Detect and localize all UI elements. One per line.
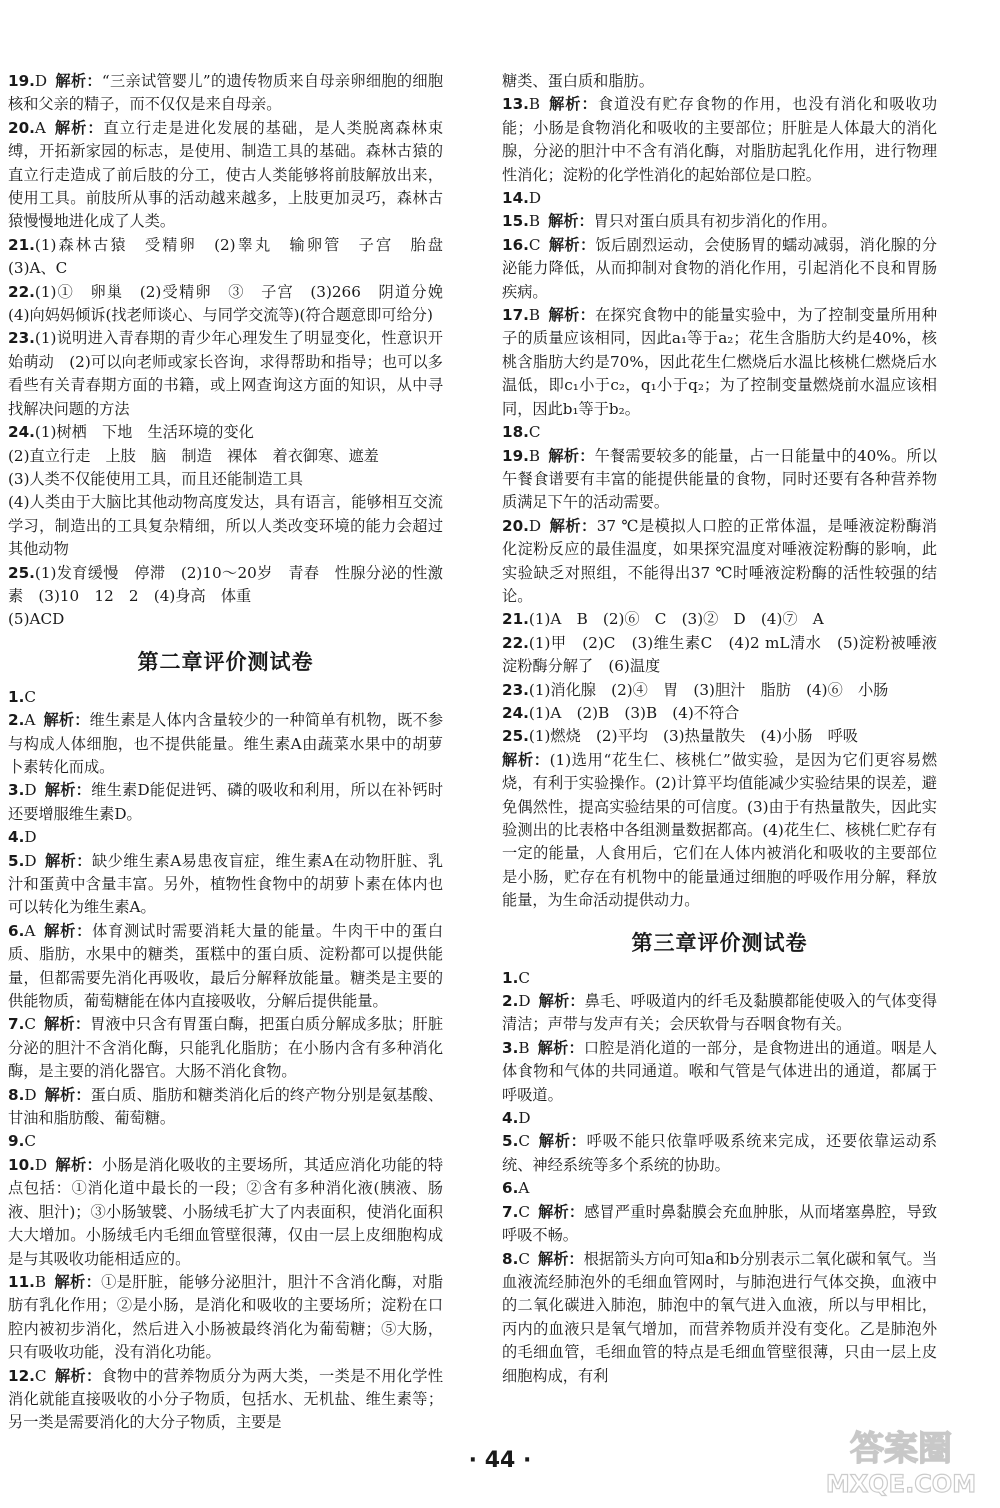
question-number: 7. — [8, 1015, 25, 1034]
question-number: 23. — [8, 329, 35, 348]
question-number: 12. — [8, 1366, 35, 1385]
analysis-label: 解析 — [43, 1015, 75, 1034]
question-number: 1. — [8, 687, 25, 706]
answer-entry: 7.C 解析：感冒严重时鼻黏膜会充血肿胀，从而堵塞鼻腔，导致呼吸不畅。 — [502, 1202, 938, 1245]
answer-choice: D — [34, 72, 48, 90]
svg-text:MXQE.COM: MXQE.COM — [825, 1470, 977, 1498]
answer-text: (1)消化腺 (2)④ 胃 (3)胆汁 脂肪 (4)⑥ 小肠 — [528, 680, 889, 699]
watermark-logo — [816, 1420, 986, 1500]
question-number: 19. — [502, 446, 529, 465]
question-number: 25. — [8, 563, 35, 582]
question-number: 15. — [502, 212, 529, 231]
answer-text: (1)选用“花生仁、核桃仁”做实验，是因为它们更容易燃烧，有利于实验操作。(2)计算平均值能减少实验结果的误差，避免偶然性，提高实验结果的可信度。(3)由于有热量散失，因此实验测出的比表格中各组测量数据都高。(4)花生仁、核桃仁贮存有一定的能量，人食用后，它们在人体内被消化和吸收的主要部位是小肠，贮存在有机物中的能量通过细胞的呼吸作用分解，释放能量，为生命活动提供动力。 — [502, 750, 938, 910]
question-number: 20. — [502, 516, 529, 535]
right-column — [502, 70, 937, 1388]
answer-entry: 13.B 解析：食道没有贮存食物的作用，也没有消化和吸收功能；小肠是食物消化和吸收的主要部位；肝脏是人体最大的消化腺，分泌的胆汁中不含有消化酶，对脂肪起乳化作用，进行物理性消化；淀粉的化学性消化的起始部位是口腔。 — [502, 95, 938, 184]
answer-text: (4)人类由于大脑比其他动物高度发达，具有语言，能够相互交流学习，制造出的工具复杂精细，所以人类改变环境的能力会超过其他动物 — [8, 493, 443, 559]
answer-choice: D — [24, 851, 37, 870]
question-number: 21. — [8, 235, 35, 254]
analysis-label: 解析 — [44, 781, 76, 800]
answer-entry — [8, 445, 443, 468]
answer-entry: 5.D 解析：缺少维生素A易患夜盲症，维生素A在动物肝脏、乳汁和蛋黄中含量丰富。另外，植物性食物中的胡萝卜素在体内也可以转化为维生素A。 — [8, 851, 444, 917]
answer-choice: D — [24, 781, 37, 800]
answer-entry: 11.B 解析：①是肝脏，能够分泌胆汁，胆汁不含消化酶，对脂肪有乳化作用；②是小肠，是消化和吸收的主要场所；淀粉在口腔内被初步消化，然后进入小肠被最终消化为葡萄糖；⑤大肠，只有吸收功能，没有消化功能。 — [8, 1272, 444, 1362]
answer-entry — [502, 187, 937, 210]
question-number: 10. — [8, 1155, 35, 1174]
answer-entry — [502, 679, 937, 702]
answer-entry — [502, 421, 937, 444]
answer-choice: D — [24, 1085, 37, 1104]
question-number: 22. — [502, 633, 529, 652]
analysis-label: 解析 — [502, 750, 534, 769]
analysis-label: 解析 — [44, 851, 77, 870]
answer-choice: C — [518, 1132, 530, 1151]
answer-entry: 2.D 解析：鼻毛、呼吸道内的纤毛及黏膜都能使吸入的气体变得清洁；声带与发声有关；会厌软骨与吞咽食物有关。 — [502, 992, 938, 1034]
answer-text: (1)燃烧 (2)平均 (3)热量散失 (4)小肠 呼吸 — [528, 727, 858, 746]
section-heading: 第三章评价测试卷 — [631, 930, 808, 955]
question-number: 1. — [502, 968, 519, 987]
answer-text: 午餐需要较多的能量，占一日能量中的40%。所以午餐食谱要有丰富的能提供能量的食物，同时还要有各种营养物质满足下午的活动需要。 — [502, 446, 938, 512]
answer-choice: A — [24, 711, 36, 730]
answer-entry — [502, 967, 937, 990]
answer-entry: 3.B 解析：口腔是消化道的一部分，是食物进出的通道。咽是人体食物和气体的共同通道。喉和气管是气体进出的通道，都属于呼吸道。 — [502, 1038, 938, 1104]
answer-entry: 20.D 解析：37 ℃是模拟人口腔的正常体温，是唾液淀粉酶消化淀粉反应的最佳温度，如果探究温度对唾液淀粉酶的影响，此实验缺乏对照组，不能得出37 ℃时唾液淀粉酶的活性较强的结论。 — [502, 516, 937, 605]
question-number: 16. — [502, 235, 529, 254]
answer-entry — [502, 608, 937, 631]
answer-text: 食道没有贮存食物的作用，也没有消化和吸收功能；小肠是食物消化和吸收的主要部位；肝脏是人体最大的消化腺，分泌的胆汁中不含有消化酶，对脂肪起乳化作用，进行物理性消化；淀粉的化学性消化的起始部位是口腔。 — [502, 95, 938, 184]
analysis-label: 解析 — [548, 446, 580, 465]
answer-text: 缺少维生素A易患夜盲症，维生素A在动物肝脏、乳汁和蛋黄中含量丰富。另外，植物性食物中的胡萝卜素在体内也可以转化为维生素A。 — [8, 851, 444, 917]
answer-choice: A — [518, 1179, 530, 1198]
question-number: 4. — [8, 828, 25, 847]
answer-text: 在探究食物中的能量实验中，为了控制变量所用种子的质量应该相同，因此a₁等于a₂；花生含脂肪大约是40%，核桃含脂肪大约是70%，因此花生仁燃烧后水温比核桃仁燃烧后水温低，即c₁小于c₂，q₁小于q₂；为了控制变量燃烧前水温应该相同，因此b₁等于b₂。 — [502, 306, 938, 418]
question-number: 3. — [502, 1038, 519, 1057]
analysis-label: 解析 — [548, 212, 579, 231]
answer-text: 蛋白质、脂肪和糖类消化后的终产物分别是氨基酸、甘油和脂肪酸、葡萄糖。 — [8, 1085, 444, 1128]
analysis-label: 解析 — [548, 306, 580, 325]
answer-entry — [8, 608, 443, 631]
answer-text: (1)森林古猿 受精卵 (2)睾丸 输卵管 子宫 胎盘 (3)A、C — [8, 235, 459, 278]
analysis-label: 解析 — [537, 1132, 571, 1151]
answer-entry: 3.D 解析：维生素D能促进钙、磷的吸收和利用，所以在补钙时还要增服维生素D。 — [8, 781, 444, 823]
answer-choice: B — [34, 1272, 47, 1291]
answer-text: (5)ACD — [8, 610, 65, 629]
answer-text: 口腔是消化道的一部分，是食物进出的通道。咽是人体食物和气体的共同通道。喉和气管是气体进出的通道，都属于呼吸道。 — [502, 1038, 938, 1104]
answer-entry: 解析：(1)选用“花生仁、核桃仁”做实验，是因为它们更容易燃烧，有利于实验操作。(2)计算平均值能减少实验结果的误差，避免偶然性，提高实验结果的可信度。(3)由于有热量散失，因此实验测出的比表格中各组测量数据都高。(4)花生仁、核桃仁贮存有一定的能量，人食用后，它们在人体内被消化和吸收的主要部位是小肠，贮存在有机物中的能量通过细胞的呼吸作用分解，释放能量，为生命活动提供动力。 — [502, 750, 938, 910]
analysis-label: 解析 — [537, 1038, 569, 1057]
answer-text: (1)发育缓慢 停滞 (2)10～20岁 青春 性腺分泌的性激素 (3)10 12 2 (4)身高 体重 — [8, 563, 443, 605]
answer-choice: D — [518, 992, 531, 1011]
answer-entry: 20.A 解析：直立行走是进化发展的基础，是人类脱离森林束缚，开拓新家园的标志，是使用、制造工具的基础。森林古猿的直立行走造成了前后肢的分工，使古人类能够将前肢解放出来，使用工具。前肢所从事的活动越来越多，上肢更加灵巧，森林古猿慢慢地进化成了人类。 — [8, 118, 444, 231]
question-number: 25. — [502, 727, 529, 746]
answer-text: 直立行走是进化发展的基础，是人类脱离森林束缚，开拓新家园的标志，是使用、制造工具的基础。森林古猿的直立行走造成了前后肢的分工，使古人类能够将前肢解放出来，使用工具。前肢所从事的活动越来越多，上肢更加灵巧，森林古猿慢慢地进化成了人类。 — [8, 118, 444, 231]
question-number: 8. — [8, 1085, 25, 1104]
answer-text: 胃只对蛋白质具有初步消化的作用。 — [593, 212, 837, 231]
analysis-label: 解析 — [55, 72, 87, 90]
question-number: 3. — [8, 781, 25, 800]
answer-entry: 19.D 解析：“三亲试管婴儿”的遗传物质来自母亲卵细胞的细胞核和父亲的精子，而不仅仅是来自母亲。 — [8, 72, 444, 114]
answer-choice: B — [518, 1038, 530, 1057]
question-number: 2. — [502, 992, 519, 1011]
answer-text: (2)直立行走 上肢 脑 制造 裸体 着衣御寒、遮羞 — [8, 446, 379, 465]
question-number: 20. — [8, 118, 35, 137]
question-number: 5. — [8, 851, 25, 870]
question-number: 22. — [8, 282, 35, 301]
question-number: 5. — [502, 1132, 519, 1151]
answer-choice: D — [518, 1109, 531, 1128]
question-number: 6. — [502, 1179, 519, 1198]
answer-choice: A — [34, 118, 46, 137]
question-number: 9. — [8, 1132, 25, 1151]
answer-entry: 12.C 解析：食物中的营养物质分为两大类，一类是不用化学性消化就能直接吸收的小分子物质，包括水、无机盐、维生素等；另一类是需要消化的大分子物质，主要是 — [8, 1366, 444, 1432]
section-heading: 第二章评价测试卷 — [137, 649, 314, 674]
answer-entry — [502, 702, 937, 725]
answer-text: 维生素是人体内含量较少的一种简单有机物，既不参与构成人体细胞，也不提供能量。维生素A由蔬菜水果中的胡萝卜素转化而成。 — [8, 711, 444, 776]
answer-choice: C — [518, 968, 530, 987]
answer-text: 小肠是消化吸收的主要场所，其适应消化功能的特点包括：①消化道中最长的一段；②含有多种消化液(胰液、肠液、胆汁)；③小肠皱襞、小肠绒毛扩大了内表面积，使消化面积大大增加。小肠绒毛内毛细血管壁很薄，仅由一层上皮细胞构成是与其吸收功能相适应的。 — [8, 1155, 444, 1268]
analysis-label: 解析 — [43, 921, 77, 940]
answer-choice: D — [34, 1155, 48, 1174]
answer-text: 鼻毛、呼吸道内的纤毛及黏膜都能使吸入的气体变得清洁；声带与发声有关；会厌软骨与吞咽食物有关。 — [502, 992, 938, 1034]
answer-entry: 15.B 解析：胃只对蛋白质具有初步消化的作用。 — [502, 212, 837, 231]
answer-choice: B — [528, 95, 541, 114]
answer-choice: D — [24, 828, 37, 847]
answer-text: (1)A B (2)⑥ C (3)② D (4)⑦ A — [528, 610, 824, 629]
answer-choice: C — [34, 1366, 47, 1385]
answer-text: 根据箭头方向可知a和b分别表示二氧化碳和氧气。当血液流经肺泡外的毛细血管网时，与肺泡进行气体交换，血液中的二氧化碳进入肺泡，肺泡中的氧气进入血液，所以与甲相比，丙内的血液只是氧气增加，而营养物质并没有变化。乙是肺泡外的毛细血管，毛细血管的特点是毛细血管壁很薄，只由一层上皮细胞构成，有利 — [502, 1249, 938, 1385]
answer-text: 食物中的营养物质分为两大类，一类是不用化学性消化就能直接吸收的小分子物质，包括水、无机盐、维生素等；另一类是需要消化的大分子物质，主要是 — [8, 1366, 444, 1432]
svg-text:答案圈: 答案圈 — [850, 1429, 952, 1469]
answer-entry — [8, 468, 443, 491]
answer-entry: 10.D 解析：小肠是消化吸收的主要场所，其适应消化功能的特点包括：①消化道中最长的一段；②含有多种消化液(胰液、肠液、胆汁)；③小肠皱襞、小肠绒毛扩大了内表面积，使消化面积大大增加。小肠绒毛内毛细血管壁很薄，仅由一层上皮细胞构成是与其吸收功能相适应的。 — [8, 1155, 444, 1268]
answer-entry — [8, 1130, 443, 1153]
analysis-label: 解析 — [549, 516, 582, 535]
analysis-label: 解析 — [537, 1202, 569, 1221]
answer-choice: D — [528, 516, 542, 535]
answer-text: “三亲试管婴儿”的遗传物质来自母亲卵细胞的细胞核和父亲的精子，而不仅仅是来自母亲。 — [8, 72, 444, 114]
answer-text: 维生素D能促进钙、磷的吸收和利用，所以在补钙时还要增服维生素D。 — [8, 781, 444, 823]
answer-text: ①是肝脏，能够分泌胆汁，胆汁不含消化酶，对脂肪有乳化作用；②是小肠，是消化和吸收的主要场所；淀粉在口腔内被初步消化，然后进入小肠被最终消化为葡萄糖；⑤大肠，只有吸收功能，没有消化功能。 — [8, 1272, 444, 1362]
answer-choice: A — [24, 921, 36, 940]
question-number: 4. — [502, 1109, 519, 1128]
answer-choice: C — [528, 423, 541, 442]
answer-text: (3)人类不仅能使用工具，而且还能制造工具 — [8, 469, 303, 488]
question-number: 21. — [502, 610, 529, 629]
answer-entry — [502, 70, 937, 93]
answer-entry — [8, 826, 443, 849]
answer-text: (1)A (2)B (3)B (4)不符合 — [528, 703, 740, 722]
question-number: 24. — [502, 703, 529, 722]
analysis-label: 解析 — [53, 118, 88, 137]
question-number: 8. — [502, 1249, 519, 1268]
answer-entry — [8, 421, 443, 444]
analysis-label: 解析 — [54, 1366, 86, 1385]
answer-text: 感冒严重时鼻黏膜会充血肿胀，从而堵塞鼻腔，导致呼吸不畅。 — [502, 1202, 938, 1245]
answer-entry — [502, 632, 937, 679]
analysis-label: 解析 — [537, 1249, 569, 1268]
question-number: 23. — [502, 680, 529, 699]
answer-entry: 7.C 解析：胃液中只含有胃蛋白酶，把蛋白质分解成多肽；肝脏分泌的胆汁不含消化酶，只能乳化脂肪；在小肠内含有多种消化酶，是主要的消化器官。大肠不消化食物。 — [8, 1015, 444, 1081]
answer-text: (1)树栖 下地 生活环境的变化 — [34, 423, 254, 442]
question-number: 2. — [8, 711, 25, 730]
answer-choice: C — [528, 235, 541, 254]
question-number: 14. — [502, 189, 529, 208]
answer-text: 胃液中只含有胃蛋白酶，把蛋白质分解成多肽；肝脏分泌的胆汁不含消化酶，只能乳化脂肪；在小肠内含有多种消化酶，是主要的消化器官。大肠不消化食物。 — [8, 1015, 444, 1081]
answer-choice: C — [24, 1015, 36, 1034]
answer-choice: B — [528, 306, 541, 325]
answer-entry: 16.C 解析：饭后剧烈运动，会使肠胃的蠕动减弱，消化腺的分泌能力降低，从而抑制对食物的消化作用，引起消化不良和胃肠疾病。 — [502, 235, 938, 301]
answer-entry — [502, 1177, 937, 1200]
answer-choice: B — [528, 212, 541, 231]
answer-entry: 8.D 解析：蛋白质、脂肪和糖类消化后的终产物分别是氨基酸、甘油和脂肪酸、葡萄糖。 — [8, 1085, 444, 1128]
question-number: 19. — [8, 72, 35, 90]
answer-text: 饭后剧烈运动，会使肠胃的蠕动减弱，消化腺的分泌能力降低，从而抑制对食物的消化作用，引起消化不良和胃肠疾病。 — [502, 235, 938, 301]
analysis-label: 解析 — [55, 1155, 87, 1174]
question-number: 6. — [8, 921, 25, 940]
answer-entry — [8, 281, 459, 328]
question-number: 17. — [502, 306, 529, 325]
answer-entry: 6.A 解析：体育测试时需要消耗大量的能量。牛肉干中的蛋白质、脂肪，水果中的糖类，蛋糕中的蛋白质、淀粉都可以提供能量，但都需要先消化再吸收，最后分解释放能量。糖类是主要的供能物质，葡萄糖能在体内直接吸收，分解后提供能量。 — [8, 921, 444, 1011]
answer-text: 体育测试时需要消耗大量的能量。牛肉干中的蛋白质、脂肪，水果中的糖类，蛋糕中的蛋白质、淀粉都可以提供能量，但都需要先消化再吸收，最后分解释放能量。糖类是主要的供能物质，葡萄糖能在体内直接吸收，分解后提供能量。 — [8, 921, 444, 1011]
answer-entry — [8, 327, 443, 421]
answer-entry: 17.B 解析：在探究食物中的能量实验中，为了控制变量所用种子的质量应该相同，因此a₁等于a₂；花生含脂肪大约是40%，核桃含脂肪大约是70%，因此花生仁燃烧后水温比核桃仁燃烧后水温低，即c₁小于c₂，q₁小于q₂；为了控制变量燃烧前水温应该相同，因此b₁等于b₂。 — [502, 306, 938, 418]
page-number: · 44 · — [468, 1448, 532, 1473]
answer-entry — [8, 491, 443, 561]
answer-entry: 8.C 解析：根据箭头方向可知a和b分别表示二氧化碳和氧气。当血液流经肺泡外的毛细血管网时，与肺泡进行气体交换，血液中的二氧化碳进入肺泡，肺泡中的氧气进入血液，所以与甲相比，丙内的血液只是氧气增加，而营养物质并没有变化。乙是肺泡外的毛细血管，毛细血管的特点是毛细血管壁很薄，只由一层上皮细胞构成，有利 — [502, 1249, 938, 1385]
answer-text: 37 ℃是模拟人口腔的正常体温，是唾液淀粉酶消化淀粉反应的最佳温度，如果探究温度对唾液淀粉酶的影响，此实验缺乏对照组，不能得出37 ℃时唾液淀粉酶的活性较强的结论。 — [502, 516, 937, 605]
answer-choice: B — [528, 446, 541, 465]
answer-choice: D — [528, 189, 542, 208]
answer-text: (1)甲 (2)C (3)维生素C (4)2 mL清水 (5)淀粉被唾液淀粉酶分解了 (6)温度 — [502, 633, 937, 676]
answer-choice: C — [518, 1249, 530, 1268]
answer-entry: 2.A 解析：维生素是人体内含量较少的一种简单有机物，既不参与构成人体细胞，也不提供能量。维生素A由蔬菜水果中的胡萝卜素转化而成。 — [8, 711, 444, 776]
analysis-label: 解析 — [43, 711, 75, 730]
analysis-label: 解析 — [44, 1085, 76, 1104]
answer-text: (1)说明进入青春期的青少年心理发生了明显变化，性意识开始萌动 (2)可以向老师或家长咨询，求得帮助和指导；也可以多看些有关青春期方面的书籍，或上网查询这方面的知识，从中寻找解决问题的方法 — [8, 329, 443, 418]
answer-choice: C — [24, 687, 36, 706]
answer-text: (1)① 卵巢 (2)受精卵 ③ 子宫 (3)266 阴道分娩 (4)向妈妈倾诉(找老师谈心、与同学交流等)(符合题意即可给分) — [8, 282, 459, 325]
answer-entry — [502, 1107, 937, 1130]
answer-entry: 19.B 解析：午餐需要较多的能量，占一日能量中的40%。所以午餐食谱要有丰富的能提供能量的食物，同时还要有各种营养物质满足下午的活动需要。 — [502, 446, 938, 512]
analysis-label: 解析 — [548, 95, 582, 114]
analysis-label: 解析 — [548, 235, 580, 254]
answer-text: 糖类、蛋白质和脂肪。 — [502, 72, 654, 90]
question-number: 18. — [502, 423, 529, 442]
answer-text: 呼吸不能只依靠呼吸系统来完成，还要依靠运动系统、神经系统等多个系统的协助。 — [502, 1132, 938, 1174]
answer-entry: 5.C 解析：呼吸不能只依靠呼吸系统来完成，还要依靠运动系统、神经系统等多个系统的协助。 — [502, 1132, 938, 1174]
answer-choice: C — [24, 1132, 36, 1151]
left-column — [8, 70, 459, 1435]
answer-entry — [8, 234, 459, 281]
answer-entry — [8, 562, 443, 609]
question-number: 7. — [502, 1202, 519, 1221]
answer-choice: C — [518, 1202, 530, 1221]
question-number: 24. — [8, 423, 35, 442]
answer-entry — [8, 686, 443, 709]
analysis-label: 解析 — [538, 992, 570, 1011]
answer-entry — [502, 725, 937, 748]
question-number: 11. — [8, 1272, 35, 1291]
question-number: 13. — [502, 95, 529, 114]
analysis-label: 解析 — [54, 1272, 86, 1291]
